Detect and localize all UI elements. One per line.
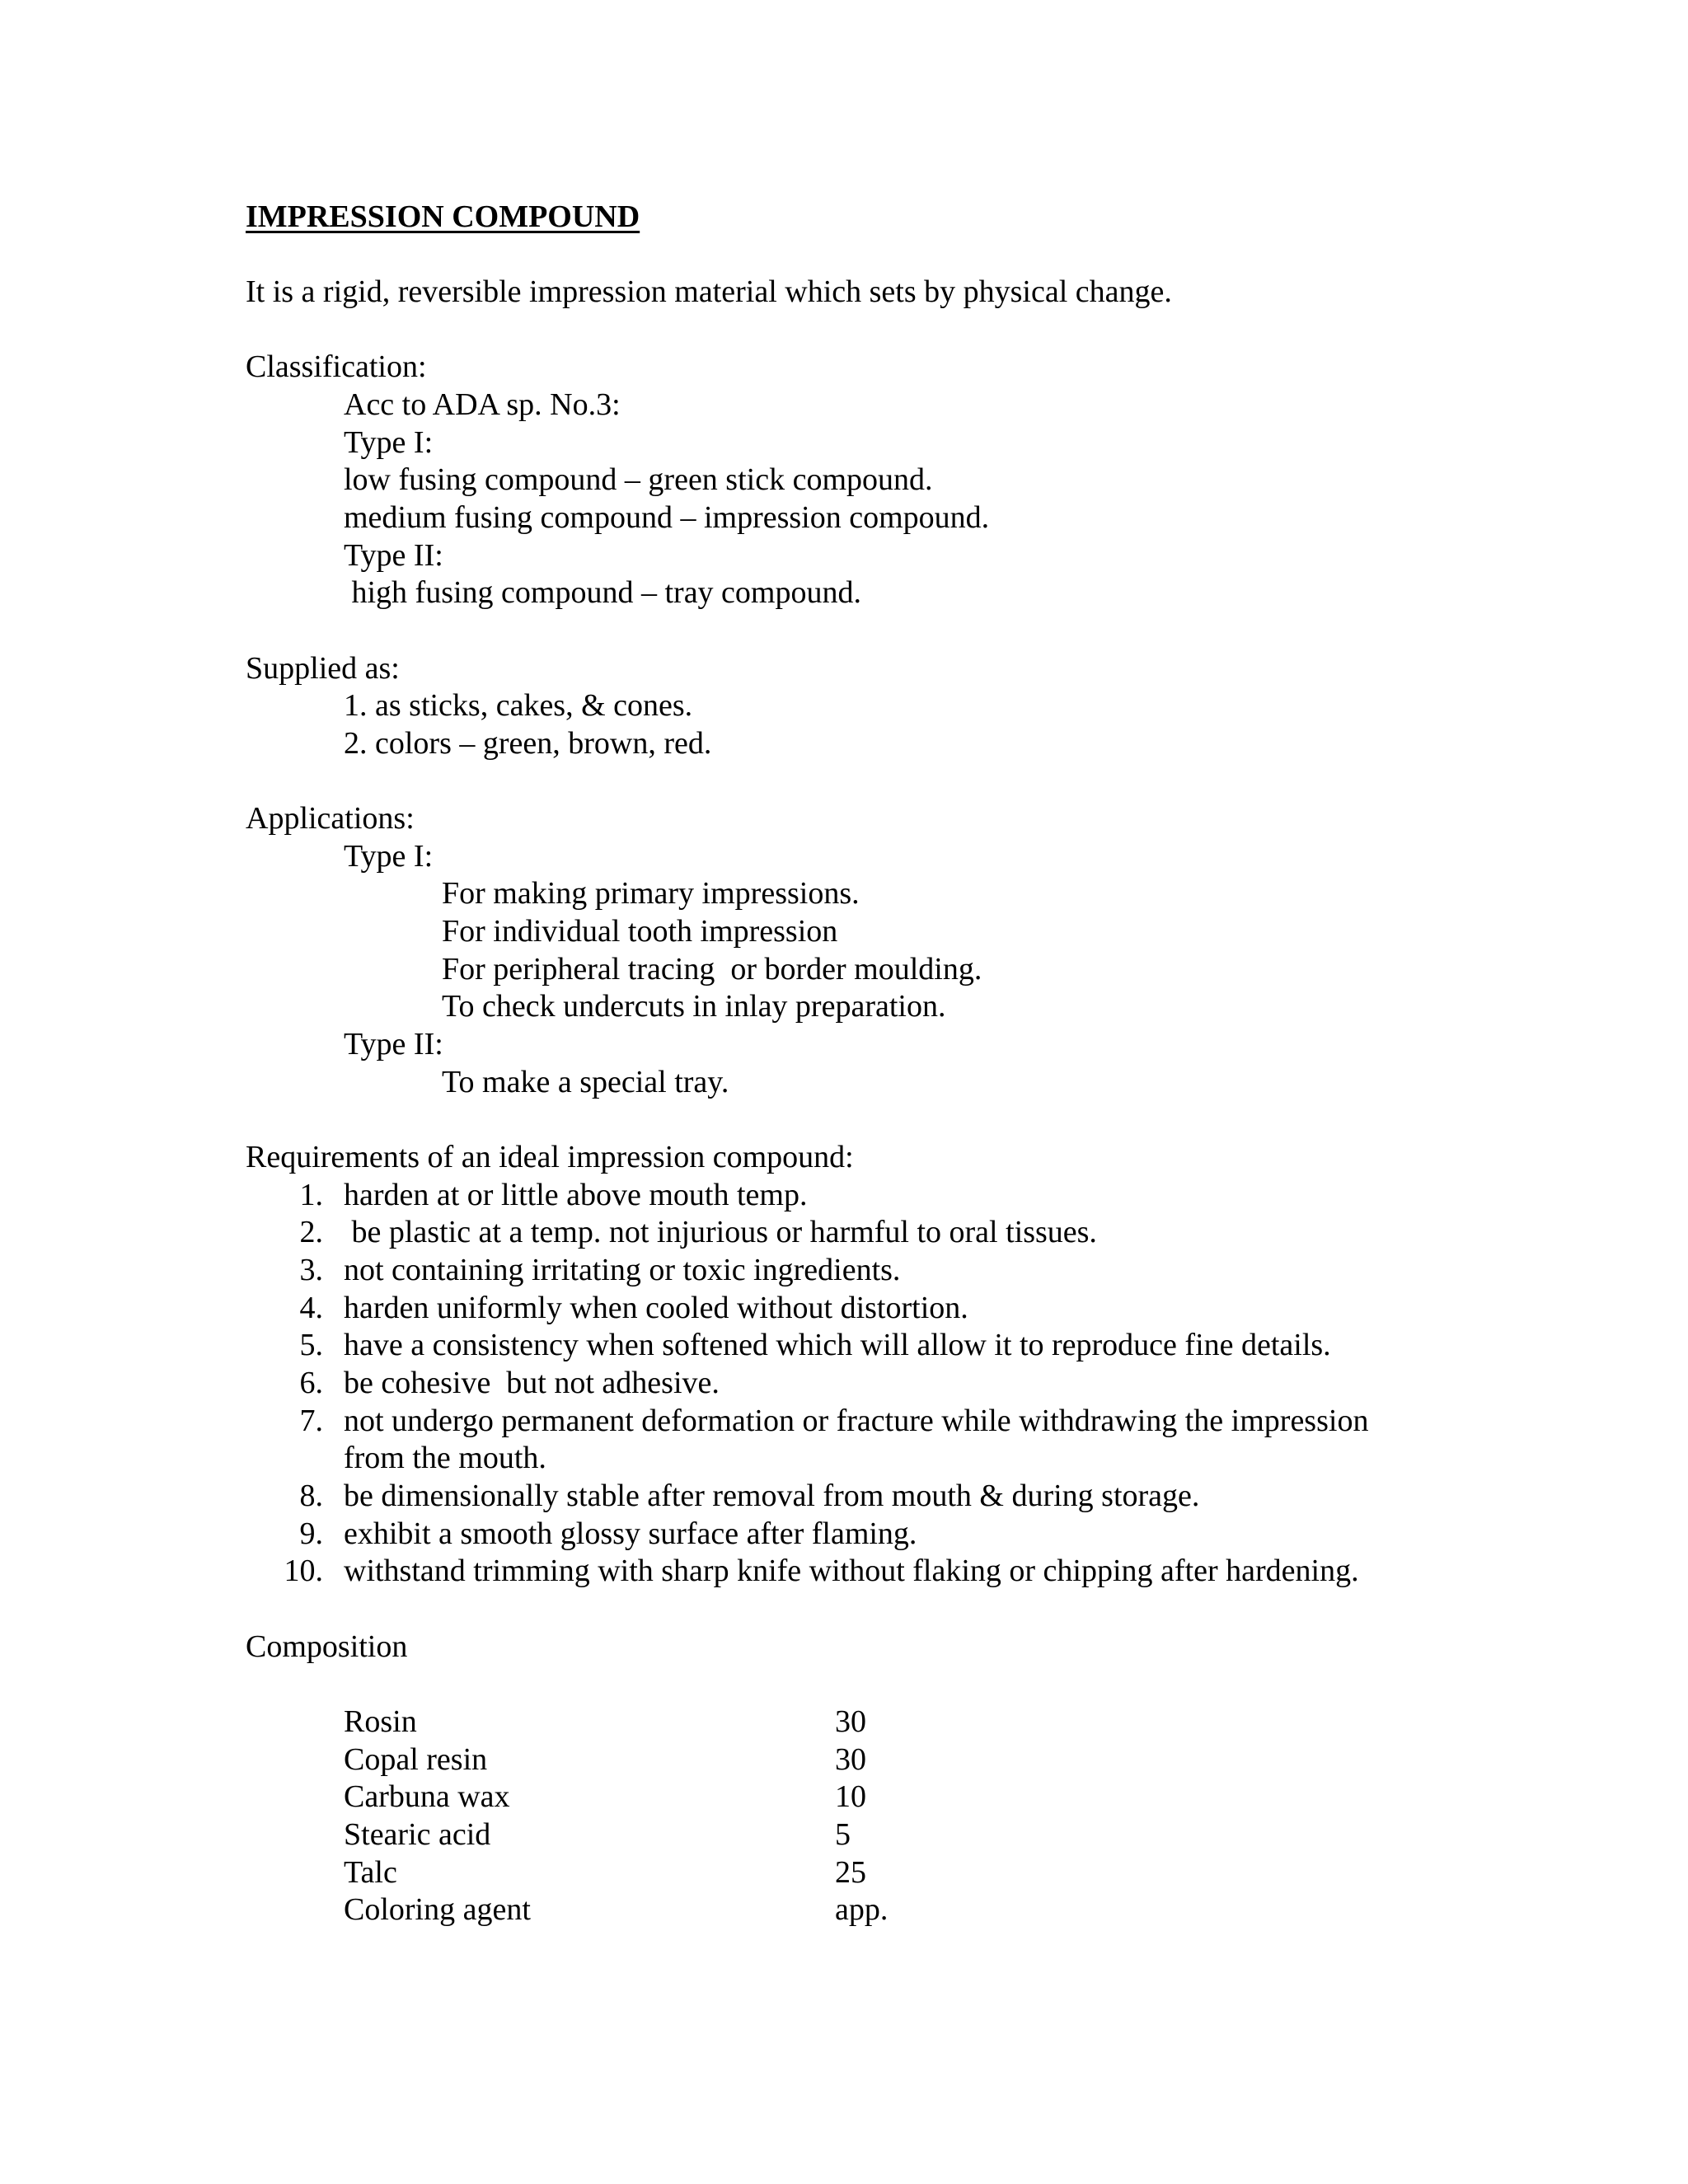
list-item: be cohesive but not adhesive. xyxy=(344,1366,720,1400)
list-item: harden at or little above mouth temp. xyxy=(344,1178,808,1212)
applications-type1-item: For peripheral tracing or border moulding. xyxy=(442,952,982,987)
requirements-heading: Requirements of an ideal impression compound: xyxy=(246,1140,854,1174)
supplied-item: 1. as sticks, cakes, & cones. xyxy=(344,688,693,723)
list-item-number: 7. xyxy=(299,1404,323,1438)
list-item-number: 6. xyxy=(299,1366,323,1400)
applications-type1-label: Type I: xyxy=(344,839,434,874)
composition-ingredient: Copal resin xyxy=(344,1742,488,1777)
classification-type1-item: medium fusing compound – impression compound. xyxy=(344,500,990,535)
applications-type1-item: For making primary impressions. xyxy=(442,876,860,911)
composition-heading: Composition xyxy=(246,1629,408,1664)
applications-type1-item: To check undercuts in inlay preparation. xyxy=(442,989,946,1024)
list-item-number: 3. xyxy=(299,1253,323,1287)
list-item: not containing irritating or toxic ingredients. xyxy=(344,1253,901,1287)
list-item: have a consistency when softened which will allow it to reproduce fine details. xyxy=(344,1328,1331,1362)
list-item: harden uniformly when cooled without distortion. xyxy=(344,1291,968,1325)
composition-amount: 30 xyxy=(835,1742,866,1777)
composition-ingredient: Rosin xyxy=(344,1704,417,1739)
classification-type2-label: Type II: xyxy=(344,538,443,573)
supplied-item: 2. colors – green, brown, red. xyxy=(344,726,712,761)
list-item-number: 1. xyxy=(299,1178,323,1212)
composition-amount: 25 xyxy=(835,1855,866,1890)
list-item-number: 8. xyxy=(299,1479,323,1513)
list-item-number: 5. xyxy=(299,1328,323,1362)
classification-standard: Acc to ADA sp. No.3: xyxy=(344,387,621,422)
composition-ingredient: Carbuna wax xyxy=(344,1779,510,1814)
applications-type2-label: Type II: xyxy=(344,1027,443,1062)
list-item: exhibit a smooth glossy surface after flaming. xyxy=(344,1516,917,1551)
composition-amount: 10 xyxy=(835,1779,866,1814)
composition-amount: 30 xyxy=(835,1704,866,1739)
composition-ingredient: Coloring agent xyxy=(344,1892,531,1927)
list-item: withstand trimming with sharp knife without flaking or chipping after hardening. xyxy=(344,1554,1359,1588)
list-item-number: 9. xyxy=(299,1516,323,1551)
definition-text: It is a rigid, reversible impression material which sets by physical change. xyxy=(246,274,1172,309)
page-title: IMPRESSION COMPOUND xyxy=(246,199,640,234)
composition-ingredient: Stearic acid xyxy=(344,1817,491,1852)
list-item: be dimensionally stable after removal from mouth & during storage. xyxy=(344,1479,1200,1513)
composition-ingredient: Talc xyxy=(344,1855,397,1890)
classification-type1-label: Type I: xyxy=(344,425,434,460)
classification-type1-item: low fusing compound – green stick compound. xyxy=(344,462,933,497)
composition-amount: app. xyxy=(835,1892,889,1927)
applications-type1-item: For individual tooth impression xyxy=(442,914,838,949)
classification-heading: Classification: xyxy=(246,349,427,384)
composition-amount: 5 xyxy=(835,1817,851,1852)
list-item-number: 4. xyxy=(299,1291,323,1325)
list-item: be plastic at a temp. not injurious or harmful to oral tissues. xyxy=(344,1215,1097,1249)
supplied-heading: Supplied as: xyxy=(246,651,400,686)
classification-type2-item: high fusing compound – tray compound. xyxy=(344,575,861,610)
list-item: not undergo permanent deformation or fracture while withdrawing the impression xyxy=(344,1404,1369,1438)
list-item-continuation: from the mouth. xyxy=(344,1441,546,1475)
list-item-number: 10. xyxy=(284,1554,323,1588)
list-item-number: 2. xyxy=(299,1215,323,1249)
applications-heading: Applications: xyxy=(246,801,415,836)
applications-type2-item: To make a special tray. xyxy=(442,1065,729,1099)
